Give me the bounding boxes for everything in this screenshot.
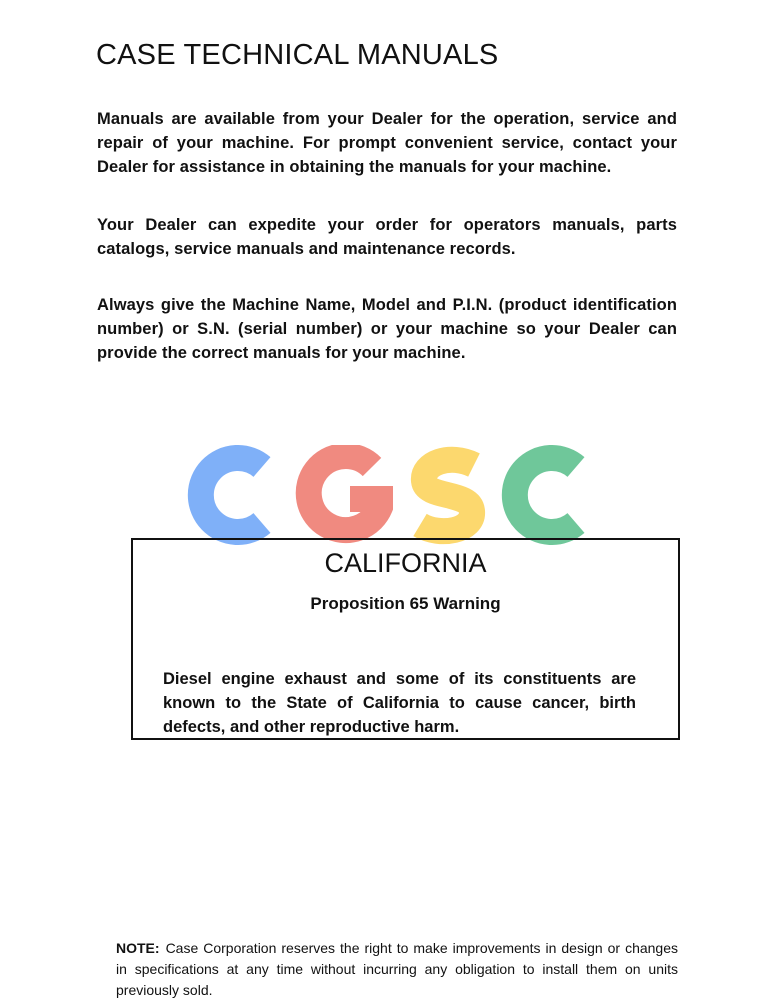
warning-heading: CALIFORNIA [324,548,487,578]
note-text: Case Corporation reserves the right to make improvements in design or changes in specifications at any time without incurring any obligation to install them on units previously sold. [116,940,678,998]
warning-subheading: Proposition 65 Warning [310,594,501,613]
note-label: NOTE: [116,940,160,956]
watermark-letter-c1 [201,458,262,532]
page-title: CASE TECHNICAL MANUALS [96,39,499,72]
watermark-letter-c2 [515,458,576,532]
prop65-warning-box [131,538,680,740]
dealer-expedite-paragraph: Your Dealer can expedite your order for operators manuals, parts catalogs, service manuals and maintenance records. [97,215,677,258]
manuals-availability-paragraph: Manuals are available from your Dealer for the operation, service and repair of your machine. For prompt convenient service, contact your Dealer for assistance in obtaining the manuals for your machine. [97,109,677,176]
cgsc-watermark-logo [184,445,594,545]
watermark-letter-g [309,456,380,530]
watermark-letter-s [420,460,474,531]
warning-body: Diesel engine exhaust and some of its constituents are known to the State of California to cause cancer, birth defects, and other reproductive harm. [163,669,636,736]
machine-identification-paragraph: Always give the Machine Name, Model and P.I.N. (product identification number) or S.N. (serial number) or your machine so your Dealer can provide the correct manuals for your machine. [97,295,677,362]
note-paragraph [116,938,678,1001]
